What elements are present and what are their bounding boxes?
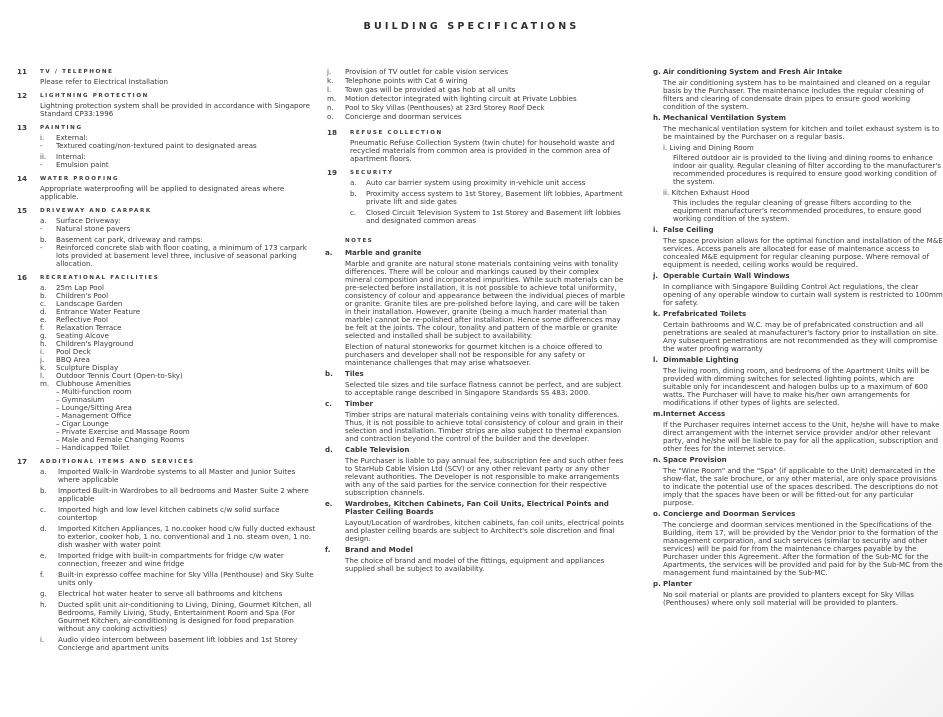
item-label: e. — [40, 315, 47, 324]
note-title: Operable Curtain Wall Windows — [663, 271, 790, 280]
note-item — [653, 356, 943, 407]
amenity-item: – Private Exercise and Massage Room — [56, 427, 190, 436]
note-label: m. — [653, 409, 664, 418]
item-label: n. — [327, 103, 334, 112]
note-item — [325, 445, 627, 497]
section-heading: ADDITIONAL ITEMS AND SERVICES — [40, 459, 195, 465]
column-1 — [17, 68, 317, 658]
note-title: Prefabricated Toilets — [663, 309, 747, 318]
dash-bullet: - — [40, 224, 43, 233]
note-item — [653, 510, 943, 577]
note-item — [653, 310, 943, 353]
note-paragraph: The living room, dining room, and bedrooms of the Apartment Units will be provided with dimming switches for selected lighting points, which are suitable only for incandescent and halogen bulbs up to a maximum of 600 watts. The Purchaser will have to make his/her own arrangements for modifications if other types of lights are selected. — [663, 366, 930, 407]
item-label: d. — [40, 524, 47, 533]
amenity-item: – Gymnasium — [56, 395, 105, 404]
note-body — [663, 283, 943, 307]
note-body — [345, 557, 627, 573]
item-label: c. — [350, 208, 357, 217]
item-label: b. — [40, 486, 47, 495]
note-paragraph: The "Wine Room" and the "Spa" (if applicable to the Unit) demarcated in the show-flat, the sale brochure, or any other material, are only space provisions to indicate the potential use of the spaces described. The descriptions do not imply that the spaces have been or will be fitted-out for any particular purpose. — [663, 466, 939, 507]
item-text: Surface Driveway: — [56, 216, 121, 225]
item-label: k. — [40, 363, 47, 372]
note-paragraph: Marble and granite are natural stone materials containing veins with tonality differences. There will be colour and markings caused by their complex mineral composition and incorporated impurities. While such materials can be pre-selected before installation, it is not possible to achieve total uniformity, consistency of colour and appearance between the individual pieces of marble or granite. Granite tiles are pre-polished before laying, and care will be taken in their installation. However, granite (being a much harder material than marble) cannot be re-polished after installation. Hence some differences may be felt at the joints. The colour, tonality and pattern of the marble or granite selected and installed shall be subject to availability. — [345, 259, 626, 340]
section-18 — [327, 129, 627, 163]
dash-bullet: - — [40, 160, 43, 169]
column-3 — [653, 68, 943, 610]
item-text: 25m Lap Pool — [56, 283, 104, 292]
note-label: d. — [325, 445, 333, 454]
item-detail: Textured coating/non-textured paint to designated areas — [56, 141, 257, 150]
amenity-item: – Lounge/Sitting Area — [56, 403, 132, 412]
page-title: BUILDING SPECIFICATIONS — [363, 21, 580, 32]
item-label: j. — [40, 355, 45, 364]
item-label: i. — [40, 133, 45, 142]
item-text: Basement car park, driveway and ramps: — [56, 235, 203, 244]
list-item — [40, 506, 317, 522]
item-label: c. — [40, 299, 47, 308]
item-text: Landscape Garden — [56, 299, 123, 308]
item-text: Concierge and doorman services — [345, 112, 462, 121]
note-item — [325, 399, 627, 443]
note-body — [345, 381, 627, 397]
list-item — [327, 104, 627, 112]
section-number: 18 — [327, 128, 338, 137]
item-detail: Reinforced concrete slab with floor coating, a minimum of 173 carpark lots provided at basement level three, inclusive of seasonal parking allocation. — [56, 243, 307, 268]
sub-note-title: ii. Kitchen Exhaust Hood — [663, 188, 750, 197]
item-text: Town gas will be provided at gas hob at all units — [345, 85, 516, 94]
item-label: k. — [327, 76, 334, 85]
note-label: b. — [325, 369, 333, 378]
sub-note — [663, 189, 943, 223]
item-label: o. — [327, 112, 334, 121]
note-paragraph: Certain bathrooms and W.C. may be of prefabricated construction and all penetrations are sealed at manufacturer's factory prior to installation on site. Any subsequent penetrations are not recommended as they will compromise the water proofing warranty — [663, 320, 939, 353]
note-label: h. — [653, 113, 661, 122]
note-label: n. — [653, 455, 661, 464]
note-label: f. — [325, 545, 331, 554]
note-paragraph: The Purchaser is liable to pay annual fee, subscription fee and such other fees to StarHub Cable Vision Ltd (SCV) or any other relevant party or any other relevant authorities. The Developer is not responsible to make arrangements with any of the said parties for the service connection for their respective subscription channels. — [345, 456, 624, 497]
section-number: 16 — [17, 273, 28, 282]
item-label: e. — [40, 551, 47, 560]
note-body — [663, 521, 943, 577]
note-title: Internet Access — [663, 409, 726, 418]
item-text: Proximity access system to 1st Storey, Basement lift lobbies, Apartment private lift and side gates — [366, 189, 623, 206]
section-number: 17 — [17, 457, 28, 466]
note-title: Dimmable Lighting — [663, 355, 739, 364]
item-text: Imported fridge with built-in compartments for fridge c/w water connection, freezer and wine fridge — [58, 551, 284, 568]
note-title: Concierge and Doorman Services — [663, 509, 796, 518]
item-label: d. — [40, 307, 47, 316]
section-heading: SECURITY — [350, 170, 394, 176]
item-text: Electrical hot water heater to serve all bathrooms and kitchens — [58, 589, 283, 598]
list-item — [40, 487, 317, 503]
note-title: Mechanical Ventilation System — [663, 113, 787, 122]
note-title: Tiles — [345, 369, 364, 378]
item-label: l. — [40, 371, 45, 380]
list-item — [350, 190, 627, 206]
item-text: Entrance Water Feature — [56, 307, 141, 316]
item-label: b. — [350, 189, 357, 198]
note-body — [345, 411, 627, 443]
list-item-detail — [40, 244, 317, 268]
item-label: f. — [40, 323, 45, 332]
item-text: Imported Built-in Wardrobes to all bedrooms and Master Suite 2 where applicable — [58, 486, 309, 503]
note-item — [653, 272, 943, 307]
item-label: a. — [40, 216, 47, 225]
section-12 — [17, 92, 317, 118]
note-item — [325, 545, 627, 573]
note-paragraph: The air conditioning system has to be maintained and cleaned on a regular basis by the Purchaser. The maintenance includes the regular cleaning of filters and clearing of condensate drain pipes to ensure good working condition of the system. — [663, 78, 931, 111]
item-text: Children's Playground — [56, 339, 134, 348]
list-item — [327, 77, 627, 85]
amenity-item: – Cigar Lounge — [56, 419, 109, 428]
amenity-item: – Multi-function room — [56, 387, 132, 396]
column-2 — [327, 68, 627, 576]
list-item — [40, 552, 317, 568]
list-item — [40, 525, 317, 549]
list-item — [350, 179, 627, 187]
note-paragraph: Selected tile sizes and tile surface flatness cannot be perfect, and are subject to acceptable range described in Singapore Standards SS 483: 2000. — [345, 380, 622, 397]
amenities-list — [40, 388, 317, 452]
section-11 — [17, 68, 317, 86]
item-label: j. — [327, 67, 332, 76]
list-item — [327, 68, 627, 76]
note-paragraph: Election of natural stoneworks for gourmet kitchen is a choice offered to purchasers and developer shall not be responsible for any safety or maintenance challenges that may arise whatsoever. — [345, 342, 603, 367]
section-16 — [17, 274, 317, 452]
amenity-item: – Handicapped Toilet — [56, 443, 130, 452]
note-item — [653, 456, 943, 507]
security-list — [350, 179, 627, 225]
item-text: Sculpture Display — [56, 363, 119, 372]
sub-note — [663, 144, 943, 186]
notes-heading: NOTES — [345, 238, 374, 244]
item-label: g. — [40, 331, 47, 340]
note-title: Cable Television — [345, 445, 410, 454]
item-detail: Emulsion paint — [56, 160, 109, 169]
note-label: j. — [653, 271, 659, 280]
amenity-item: – Management Office — [56, 411, 132, 420]
sub-note-text: This includes the regular cleaning of grease filters according to the equipment manufacturer's recommended procedures, to ensure good working condition of the system. — [673, 198, 922, 223]
item-detail: Natural stone pavers — [56, 224, 131, 233]
item-text: Audio video intercom between basement lift lobbies and 1st Storey Concierge and apartment units — [58, 635, 298, 652]
item-label: f. — [40, 570, 45, 579]
sub-note-text: Filtered outdoor air is provided to the living and dining rooms to enhance indoor air quality. Regular cleaning of filter according to the manufacturer's recommended procedures is required to ensure good working condition of the system. — [673, 153, 941, 186]
list-item — [327, 95, 627, 103]
item-text: Seating Alcove — [56, 331, 109, 340]
item-text: Motion detector integrated with lighting circuit at Private Lobbies — [345, 94, 577, 103]
note-paragraph: If the Purchaser requires internet access to the Unit, he/she will have to make direct arrangement with the internet service provider and/or other relevant party, and he/she will be liable to pay for all the application, subscription and other fees for the internet service. — [663, 420, 940, 453]
note-label: p. — [653, 579, 661, 588]
note-label: c. — [325, 399, 332, 408]
item-label: a. — [40, 283, 47, 292]
item-text: Built-in expresso coffee machine for Sky Villa (Penthouse) and Sky Suite units only — [58, 570, 314, 587]
list-item — [350, 209, 627, 225]
item-text: Imported Kitchen Appliances, 1 no.cooker hood c/w fully ducted exhaust to exterior, cooker hob, 1 no. conventional and 1 no. steam oven, 1 no. dish washer with water point — [58, 524, 316, 549]
list-item — [40, 468, 317, 484]
section-15 — [17, 207, 317, 268]
section-number: 14 — [17, 174, 28, 183]
section-19 — [327, 169, 627, 225]
item-text: Auto car barrier system using proximity in-vehicle unit access — [366, 178, 586, 187]
item-label: a. — [350, 178, 357, 187]
notes-list-continued — [653, 68, 943, 607]
list-item-detail — [40, 225, 317, 233]
section-text: Please refer to Electrical Installation — [40, 77, 168, 86]
note-body — [663, 79, 943, 111]
section-14 — [17, 175, 317, 201]
item-label: l. — [327, 85, 332, 94]
item-text: Provision of TV outlet for cable vision services — [345, 67, 509, 76]
section-number: 15 — [17, 206, 28, 215]
item-text: Ducted split unit air-conditioning to Living, Dining, Gourmet Kitchen, all Bedrooms, Family Living, Study, Entertainment Room and Spa (For Gourmet Kitchen, air-conditioning is designed for food preparation without any cooking activities) — [58, 600, 312, 633]
item-text: Pool to Sky Villas (Penthouses) at 23rd Storey Roof Deck — [345, 103, 545, 112]
item-text: Closed Circuit Television System to 1st Storey and Basement lift lobbies and designated common areas — [366, 208, 621, 225]
dash-bullet: - — [40, 141, 43, 150]
note-item — [325, 248, 627, 367]
note-label: i. — [653, 225, 659, 234]
note-title: Wardrobes, Kitchen Cabinets, Fan Coil Units, Electrical Points and Plaster Ceiling Boards — [345, 499, 609, 516]
sub-note-title: i. Living and Dining Room — [663, 143, 754, 152]
item-text: Relaxation Terrace — [56, 323, 122, 332]
note-item — [653, 226, 943, 269]
section-number: 19 — [327, 168, 338, 177]
section-text: Appropriate waterproofing will be applied to designated areas where applicable. — [40, 184, 285, 201]
item-text: Internal: — [56, 152, 86, 161]
section-heading: DRIVEWAY AND CARPARK — [40, 208, 152, 214]
note-body — [663, 367, 943, 407]
item-label: i. — [40, 347, 45, 356]
list-item — [40, 601, 317, 633]
section-heading: PAINTING — [40, 125, 83, 131]
note-body — [345, 457, 627, 497]
list-item — [40, 636, 317, 652]
item-text: BBQ Area — [56, 355, 90, 364]
additional-items-list-continued — [327, 68, 627, 121]
note-body — [663, 125, 943, 223]
item-label: b. — [40, 291, 47, 300]
note-label: a. — [325, 248, 333, 257]
note-body — [663, 467, 943, 507]
list-item — [40, 590, 317, 598]
note-item — [653, 68, 943, 111]
note-body — [345, 260, 627, 367]
item-label: h. — [40, 339, 47, 348]
note-body — [663, 421, 943, 453]
dash-bullet: - — [40, 243, 43, 252]
section-number: 12 — [17, 91, 28, 100]
item-text: Children's Pool — [56, 291, 109, 300]
additional-items-list — [40, 468, 317, 652]
note-label: l. — [653, 355, 659, 364]
note-title: Air conditioning System and Fresh Air Intake — [663, 67, 843, 76]
note-paragraph: Timber strips are natural materials containing veins with tonality differences. Thus, it is not possible to achieve total consistency of colour and grain in their selection and installation. Timber strips are also subject to thermal expansion and contraction beyond the control of the builder and the developer. — [345, 410, 624, 443]
item-text: Imported Walk-in Wardrobe systems to all Master and Junior Suites where applicable — [58, 467, 296, 484]
item-label: m. — [327, 94, 337, 103]
item-text: Clubhouse Amenities — [56, 379, 131, 388]
note-paragraph: No soil material or plants are provided to planters except for Sky Villas (Penthouses) where only soil material will be provided to planters. — [663, 590, 914, 607]
item-text: Imported high and low level kitchen cabinets c/w solid surface countertop — [58, 505, 280, 522]
list-item-detail — [40, 142, 317, 150]
section-heading: TV / TELEPHONE — [40, 69, 114, 75]
note-paragraph: The space provision allows for the optimal function and installation of the M&E services. Access panels are allocated for ease of maintenance access to concealed M&E equipment for regular cleaning purpose. Where removal of equipment is needed, ceiling works would be required. — [663, 236, 943, 269]
section-heading: RECREATIONAL FACILITIES — [40, 275, 160, 281]
note-title: Timber — [345, 399, 374, 408]
note-title: Space Provision — [663, 455, 727, 464]
note-title: Brand and Model — [345, 545, 413, 554]
item-label: g. — [40, 589, 47, 598]
note-item — [325, 369, 627, 397]
section-number: 13 — [17, 123, 28, 132]
amenity-item: – Male and Female Changing Rooms — [56, 435, 185, 444]
note-paragraph: The concierge and doorman services mentioned in the Specifications of the Building, item 17, will be provided by the Vendor prior to the formation of the management corporation, and such services (similar to security and other services) will be paid for from the maintenance charges payable by the Purchaser under this Agreement. After the formation of the Sub-MC for the Apartments, the services will be provided and paid for by the Sub-MC from the management fund maintained by the Sub-MC. — [663, 520, 943, 577]
note-paragraph: In compliance with Singapore Building Control Act regulations, the clear opening of any operable window to curtain wall system is restricted to 100mm for safety. — [663, 282, 943, 307]
item-label: ii. — [40, 152, 47, 161]
note-label: g. — [653, 67, 661, 76]
item-text: Outdoor Tennis Court (Open-to-Sky) — [56, 371, 183, 380]
section-13 — [17, 124, 317, 169]
note-paragraph: The mechanical ventilation system for kitchen and toilet exhaust system is to be maintained by the Purchaser on a regular basis. — [663, 124, 940, 141]
note-label: o. — [653, 509, 661, 518]
list-item-detail — [40, 161, 317, 169]
list-item — [327, 86, 627, 94]
item-label: c. — [40, 505, 47, 514]
note-label: k. — [653, 309, 661, 318]
note-label: e. — [325, 499, 333, 508]
section-heading: WATER PROOFING — [40, 176, 120, 182]
item-label: b. — [40, 235, 47, 244]
item-label: i. — [40, 635, 45, 644]
list-item — [327, 113, 627, 121]
notes-list — [327, 249, 627, 573]
note-title: Planter — [663, 579, 693, 588]
note-body — [663, 237, 943, 269]
note-item — [653, 114, 943, 223]
facilities-list — [40, 284, 317, 388]
note-item — [653, 580, 943, 607]
section-heading: LIGHTNING PROTECTION — [40, 93, 149, 99]
note-title: False Ceiling — [663, 225, 714, 234]
section-17 — [17, 458, 317, 652]
item-text: Reflective Pool — [56, 315, 108, 324]
section-text: Lightning protection system shall be provided in accordance with Singapore Standard CP33:1996 — [40, 101, 311, 118]
section-heading: REFUSE COLLECTION — [350, 130, 443, 136]
note-item — [653, 410, 943, 453]
item-label: h. — [40, 600, 47, 609]
list-item — [40, 571, 317, 587]
item-text: External: — [56, 133, 88, 142]
note-body — [663, 321, 943, 353]
note-title: Marble and granite — [345, 248, 422, 257]
note-body — [345, 519, 627, 543]
note-paragraph: Layout/Location of wardrobes, kitchen cabinets, fan coil units, electrical points and plaster ceiling boards are subject to Architect's sole discretion and final design. — [345, 518, 624, 543]
item-text: Pool Deck — [56, 347, 91, 356]
item-label: a. — [40, 467, 47, 476]
item-label: m. — [40, 379, 50, 388]
section-number: 11 — [17, 67, 28, 76]
item-text: Telephone points with Cat 6 wiring — [345, 76, 468, 85]
note-paragraph: The choice of brand and model of the fittings, equipment and appliances supplied shall be subject to availability. — [345, 556, 605, 573]
note-item — [325, 499, 627, 543]
note-body — [663, 591, 943, 607]
section-text: Pneumatic Refuse Collection System (twin chute) for household waste and recycled materials from common area is provided in the common area of apartment floors. — [350, 138, 615, 163]
